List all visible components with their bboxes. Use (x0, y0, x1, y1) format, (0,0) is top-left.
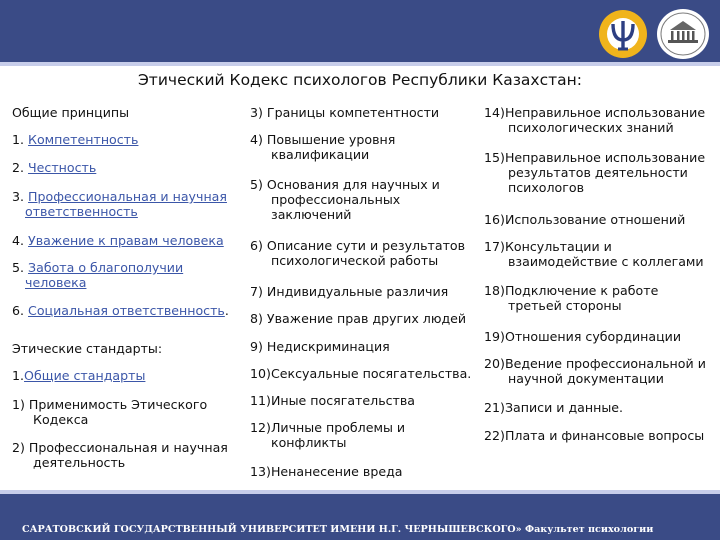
principle-number: 6. (12, 303, 29, 318)
header-divider (0, 62, 720, 66)
standard-item (250, 238, 465, 268)
standard-item (250, 366, 471, 381)
ethical-standards-heading: Этические стандарты: (12, 341, 163, 356)
principle-item (12, 132, 138, 147)
principle-link-honesty[interactable]: Честность (28, 160, 97, 175)
standard-item-line: 2) Профессиональная и научная (12, 440, 228, 455)
standard-item (484, 356, 706, 386)
standard-item (484, 105, 705, 135)
standard-item-line: профессиональных (271, 192, 401, 207)
standard-item-line: психологических знаний (508, 120, 674, 135)
principle-tail: . (224, 303, 229, 318)
general-principles-heading: Общие принципы (12, 105, 130, 120)
psychology-faculty-logo-icon (598, 9, 648, 59)
standard-item-line: 1) Применимость Этического (12, 397, 208, 412)
standard-item-line: заключений (271, 207, 352, 222)
standard-item (484, 329, 681, 344)
standard-item-line: 14)Неправильное использование (484, 105, 706, 120)
standard-item-line: 4) Повышение уровня (250, 132, 396, 147)
slide-title: Этический Кодекс психологов Республики Казахстан: (137, 71, 583, 89)
standard-item-line: 18)Подключение к работе (484, 283, 659, 298)
standard-item (484, 239, 704, 269)
principle-link-competence[interactable]: Компетентность (28, 132, 139, 147)
principle-number: 4. (12, 233, 29, 248)
standard-item (484, 283, 658, 313)
standard-item (250, 132, 395, 162)
standard-item-line: 9) Недискриминация (250, 339, 390, 354)
standard-item (484, 150, 705, 195)
standard-item-line: 7) Индивидуальные различия (250, 284, 449, 299)
standard-item-line: 22)Плата и финансовые вопросы (484, 428, 705, 443)
standard-item-line: конфликты (271, 435, 347, 450)
principle-item (12, 303, 229, 318)
standard-item (484, 212, 685, 227)
standard-item-line: 15)Неправильное использование (484, 150, 706, 165)
principle-link-responsibility-cont[interactable]: ответственность (25, 204, 138, 219)
standard-item-line: 16)Использование отношений (484, 212, 686, 227)
principle-item (12, 233, 224, 248)
standards-sub-number: 1. (12, 368, 25, 383)
principle-link-responsibility[interactable]: Профессиональная и научная (28, 189, 227, 204)
standard-item (250, 393, 415, 408)
principle-number: 1. (12, 132, 29, 147)
principle-item (12, 189, 227, 219)
standard-item-line: 12)Личные проблемы и (250, 420, 406, 435)
standard-item-line: 11)Иные посягательства (250, 393, 416, 408)
standard-item (250, 177, 440, 222)
standard-item-line: деятельность (33, 455, 126, 470)
standard-item (12, 397, 207, 427)
standard-item (484, 400, 623, 415)
standard-item-line: взаимодействие с коллегами (508, 254, 704, 269)
standard-item-line: 3) Границы компетентности (250, 105, 440, 120)
university-building-logo-icon (656, 8, 710, 60)
principle-item (12, 260, 183, 290)
standard-item-line: 21)Записи и данные. (484, 400, 624, 415)
standard-item (250, 311, 466, 326)
standard-item-line: 20)Ведение профессиональной и (484, 356, 706, 371)
standard-item (250, 420, 405, 450)
standard-item-line: психологической работы (271, 253, 439, 268)
standard-item (484, 428, 704, 443)
standard-item (250, 284, 448, 299)
footer-university-name: САРАТОВСКИЙ ГОСУДАРСТВЕННЫЙ УНИВЕРСИТЕТ ИМЕНИ Н.Г. ЧЕРНЫШЕВСКОГО» Факультет психологии (22, 524, 654, 535)
standard-item-line: 19)Отношения субординации (484, 329, 682, 344)
principle-link-wellbeing-cont[interactable]: человека (25, 275, 87, 290)
principle-link-human-rights[interactable]: Уважение к правам человека (28, 233, 224, 248)
standard-item-line: 10)Сексуальные посягательства. (250, 366, 472, 381)
standard-item-line: 13)Ненанесение вреда (250, 464, 403, 479)
principle-item (12, 160, 96, 175)
standard-item-line: научной документации (508, 371, 664, 386)
principle-number: 5. (12, 260, 29, 275)
standard-item-line: третьей стороны (508, 298, 622, 313)
standards-subheading (12, 368, 145, 383)
standard-item (250, 464, 403, 479)
principle-link-wellbeing[interactable]: Забота о благополучии (28, 260, 184, 275)
standard-item (250, 105, 439, 120)
standard-item-line: квалификации (271, 147, 370, 162)
standard-item-line: 8) Уважение прав других людей (250, 311, 467, 326)
principle-number: 2. (12, 160, 29, 175)
standard-item-line: психологов (508, 180, 584, 195)
standard-item-line: Кодекса (33, 412, 89, 427)
standard-item-line: 5) Основания для научных и (250, 177, 440, 192)
standard-item-line: 6) Описание сути и результатов (250, 238, 466, 253)
general-standards-link[interactable]: Общие стандарты (24, 368, 146, 383)
principle-link-social[interactable]: Социальная ответственность (28, 303, 225, 318)
principle-number: 3. (12, 189, 29, 204)
standard-item-line: результатов деятельности (508, 165, 688, 180)
standard-item (250, 339, 390, 354)
standard-item (12, 440, 228, 470)
standard-item-line: 17)Консультации и (484, 239, 612, 254)
